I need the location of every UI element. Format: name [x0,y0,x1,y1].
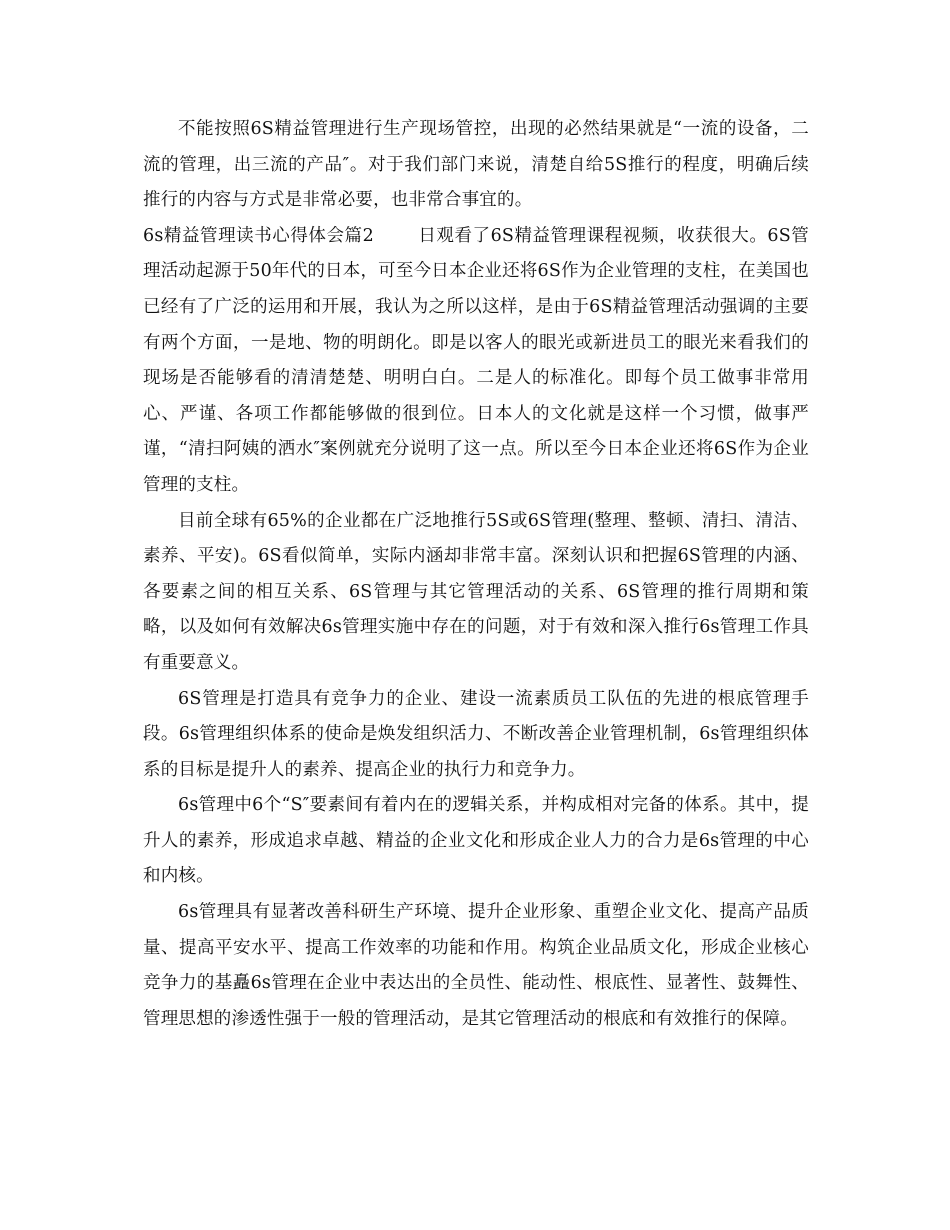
paragraph-2-text: 日观看了6S精益管理课程视频，收获很大。6S管理活动起源于50年代的日本，可至今日本企业还将6S作为企业管理的支柱，在美国也已经有了广泛的运用和开展，我认为之所以这样，是由于6S精益管理活动强调的主要有两个方面，一是地、物的明朗化。即是以客人的眼光或新进员工的眼光来看我们的现场是否能够看的清清楚楚、明明白白。二是人的标准化。即每个员工做事非常用心、严谨、各项工作都能够做的很到位。日本人的文化就是这样一个习惯，做事严谨，“清扫阿姨的洒水″案例就充分说明了这一点。所以至今日本企业还将6S作为企业管理的支柱。 [143,225,809,495]
paragraph-2 [143,219,809,504]
paragraph-6: 6s管理具有显著改善科研生产环境、提升企业形象、重塑企业文化、提高产品质量、提高平安水平、提高工作效率的功能和作用。构筑企业品质文化，形成企业核心竞争力的基矗6s管理在企业中表达出的全员性、能动性、根底性、显著性、鼓舞性、管理思想的渗透性强于一般的管理活动，是其它管理活动的根底和有效推行的保障。 [143,902,809,1029]
paragraph-5: 6s管理中6个“S″要素间有着内在的逻辑关系，并构成相对完备的体系。其中，提升人的素养，形成追求卓越、精益的企业文化和形成企业人力的合力是6s管理的中心和内核。 [143,795,809,887]
paragraph-4: 6S管理是打造具有竞争力的企业、建设一流素质员工队伍的先进的根底管理手段。6s管理组织体系的使命是焕发组织活力、不断改善企业管理机制，6s管理组织体系的目标是提升人的素养、提高企业的执行力和竞争力。 [143,688,809,780]
section-heading: 6s精益管理读书心得体会篇2 [143,225,374,246]
paragraph-3: 目前全球有65%的企业都在广泛地推行5S或6S管理(整理、整顿、清扫、清洁、素养、平安)。6S看似简单，实际内涵却非常丰富。深刻认识和把握6S管理的内涵、各要素之间的相互关系、6S管理与其它管理活动的关系、6S管理的推行周期和策略，以及如何有效解决6s管理实施中存在的问题，对于有效和深入推行6s管理工作具有重要意义。 [143,510,809,673]
document-body [143,112,809,1037]
paragraph-1: 不能按照6S精益管理进行生产现场管控，出现的必然结果就是“一流的设备，二流的管理，出三流的产品″。对于我们部门来说，清楚自给5S推行的程度，明确后续推行的内容与方式是非常必要，也非常合事宜的。 [143,119,809,211]
